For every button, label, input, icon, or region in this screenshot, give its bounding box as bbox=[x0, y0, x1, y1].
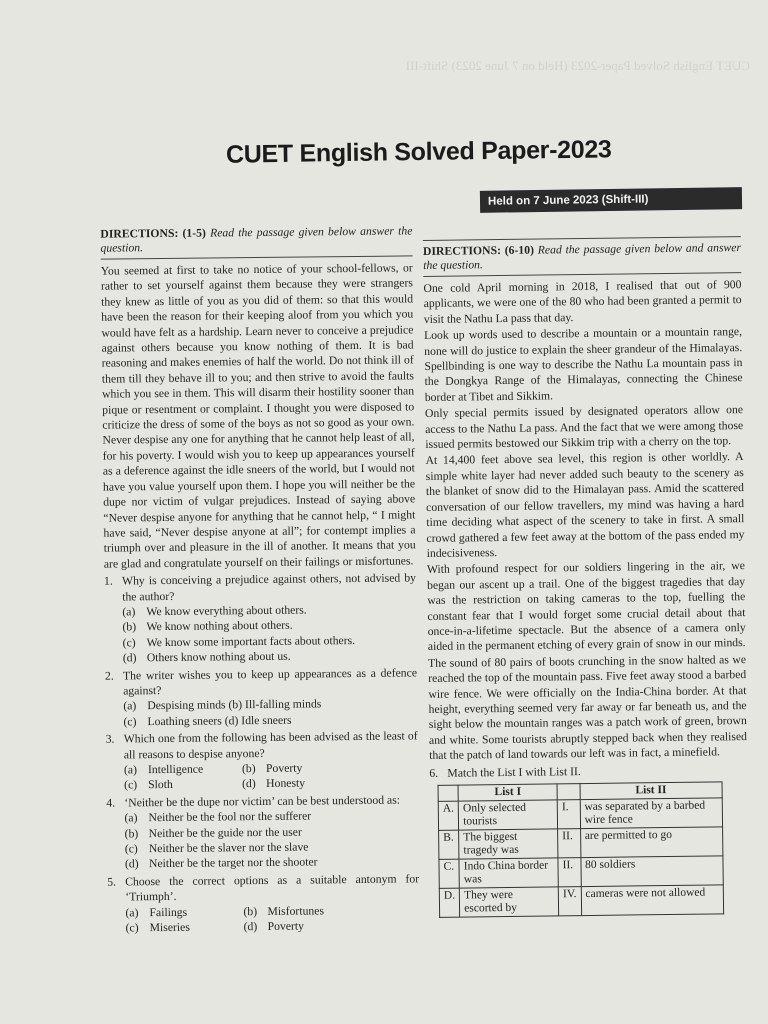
question-text: The writer wishes you to keep up appearances as a defence against? bbox=[122, 665, 418, 698]
option bbox=[105, 648, 417, 667]
question-number: 6. bbox=[429, 766, 439, 780]
match-row bbox=[439, 827, 723, 859]
option bbox=[243, 903, 361, 920]
match-cell: Only selected tourists bbox=[458, 800, 557, 830]
match-cell: The biggest tragedy was bbox=[459, 829, 558, 859]
question-number: 4. bbox=[106, 796, 116, 810]
option-letter: (a) bbox=[123, 763, 138, 777]
page-title: CUET English Solved Paper-2023 bbox=[225, 135, 612, 169]
header-cell: List II bbox=[580, 782, 723, 800]
match-cell: are permitted to go bbox=[580, 827, 723, 858]
option-text: We know some important facts about others. bbox=[146, 633, 356, 649]
match-row bbox=[439, 885, 723, 917]
directions-1-5 bbox=[100, 224, 412, 255]
option-letter: (d) bbox=[242, 777, 256, 791]
option-text: Failings bbox=[149, 905, 188, 919]
option-text: Loathing sneers (d) Idle sneers bbox=[147, 713, 292, 728]
paragraph: The sound of 80 pairs of boots crunching in the snow halted as we reached the top of the mountain pass. Five feet away stood a barbed wire fence. We were officially on the India-China border. At that height, everything seemed very far away or far beneath us, and the sight below the mountain ranges was a patch work of green, brown and white. Some tourists abruptly stepped back when they realised that the patch of land towards our left was in fact, a minefield. bbox=[427, 652, 748, 763]
option-text: Neither be the slaver nor the slave bbox=[148, 840, 309, 856]
directions-text: Read the passage given below answer the question. bbox=[100, 224, 413, 255]
question-6 bbox=[429, 762, 747, 781]
question-stem bbox=[106, 792, 418, 811]
passage-1: You seemed at first to take no notice of your school-fellows, or rather to set yourself against them because they were strangers they knew as little of you as you did of them: so that this would have been the reason for their keeping aloof from you which you would have felt as a hardship. Learn never to conceive a prejudice against others because you know nothing of them. It is bad reasoning and makes enemies of half the world. Do not think ill of them till they behave ill to you; and then strive to avoid the faults which you see in them. This will disarm their hostility sooner than pique or resentment or complaint. I thought you were disposed to criticize the dress of some of the boys as not so good as your own. Never despise any one for anything that he cannot help least of all, for his poverty. I would wish you to keep up appearances yourself as a deference against the idle sneers of the world, but I would not have you value yourself upon them. I hope you will neither be the dupe nor victim of vulgar prejudices. Instead of saying above “Never despise anyone for anything that he cannot help, “ I might have said, “Never despise anyone at all”; for contempt implies a triumph over and pleasure in the ill of another. It means that you are glad and congratulate yourself on their failings or misfortunes. bbox=[100, 261, 416, 571]
paragraph: Only special permits issued by designated operators allow one access to the Nathu La pass. And the fact that we were among those issued permits bestowed our Sikkim trip with a cherry on the top. bbox=[424, 403, 744, 452]
option-letter: (c) bbox=[122, 636, 136, 650]
option-text: Neither be the guide nor the user bbox=[148, 825, 302, 840]
match-table bbox=[438, 781, 725, 917]
directions-text: Read the passage given below and answer the question. bbox=[423, 241, 742, 272]
option bbox=[244, 918, 362, 935]
directions-6-10 bbox=[423, 241, 741, 273]
divider bbox=[423, 236, 741, 241]
question-text: Match the List I with List II. bbox=[447, 764, 581, 780]
option-letter: (c) bbox=[124, 842, 138, 856]
question-5 bbox=[107, 871, 420, 936]
option-text: Despising minds (b) Ill-falling minds bbox=[147, 697, 322, 713]
directions-label: DIRECTIONS: (6-10) bbox=[422, 243, 535, 258]
option-text: Sloth bbox=[148, 778, 173, 792]
option-letter: (a) bbox=[122, 605, 136, 619]
match-cell: II. bbox=[558, 829, 581, 858]
question-text: Why is conceiving a prejudice against others, not advised by the author? bbox=[121, 571, 417, 603]
match-cell: B. bbox=[439, 830, 460, 859]
option-letter: (c) bbox=[125, 921, 139, 935]
left-column bbox=[100, 224, 419, 936]
match-row bbox=[439, 856, 723, 888]
option-text: Neither be the target nor the shooter bbox=[148, 855, 318, 871]
question-text: Choose the correct options as a suitable antonym for ‘Triumph’. bbox=[125, 872, 420, 904]
option-letter: (b) bbox=[241, 762, 256, 776]
option bbox=[242, 775, 360, 792]
paragraph: Look up words used to describe a mountain or a mountain range, none will do justice to explain the sheer grandeur of the Himalayas. Spellbinding is one way to describe the Nathu La mountain pass in the Dongkya Range of the Himalayas, connecting the Chinese border at Tibet and Sikkim. bbox=[423, 325, 743, 404]
bleed-through-text: CUET English Solved Paper-2023 (Held on 7 June 2023) Shift-III bbox=[405, 58, 750, 73]
option-text: Intelligence bbox=[147, 762, 204, 777]
option-letter: (a) bbox=[124, 811, 138, 825]
option bbox=[125, 904, 243, 921]
match-cell: II. bbox=[558, 858, 581, 887]
option-letter: (b) bbox=[243, 904, 258, 918]
option bbox=[124, 761, 242, 778]
question-number: 1. bbox=[103, 574, 113, 588]
option-row bbox=[106, 775, 418, 794]
questions-1-5 bbox=[104, 570, 420, 936]
question-2 bbox=[105, 665, 418, 730]
option-text: Others know nothing about us. bbox=[146, 649, 291, 665]
held-on-banner: Held on 7 June 2023 (Shift-III) bbox=[480, 187, 742, 213]
option-letter: (b) bbox=[124, 826, 139, 841]
question-number: 5. bbox=[107, 875, 116, 889]
header-cell: List I bbox=[458, 784, 557, 801]
option-letter: (d) bbox=[243, 920, 258, 934]
option-letter: (d) bbox=[124, 857, 139, 871]
option-text: We know everything about others. bbox=[146, 603, 307, 619]
header-cell bbox=[438, 785, 458, 801]
question-1 bbox=[104, 570, 417, 666]
right-column bbox=[423, 236, 749, 918]
match-row bbox=[438, 798, 722, 830]
option-text: We know nothing about others. bbox=[146, 619, 293, 634]
option-letter: (a) bbox=[125, 905, 139, 920]
match-cell: I. bbox=[557, 800, 580, 829]
option-letter: (b) bbox=[122, 620, 137, 634]
match-cell: cameras were not allowed bbox=[581, 885, 724, 916]
divider bbox=[101, 255, 413, 259]
option-letter: (d) bbox=[122, 651, 137, 665]
option bbox=[124, 777, 242, 794]
match-cell: 80 soldiers bbox=[581, 856, 724, 887]
option bbox=[107, 854, 419, 873]
question-3 bbox=[106, 729, 419, 794]
paragraph: With profound respect for our soldiers lingering in the air, we began our ascent up a trail. One of the biggest tragedies that day was the restriction on taking cameras to the top, fuelling the constant fear that I would forget some crucial detail about that once-in-a-lifetime spectacle. But the absence of a camera only aided in the permanent etching of every grain of snow in our minds. bbox=[426, 559, 746, 654]
option-letter: (c) bbox=[123, 715, 137, 729]
match-cell: D. bbox=[439, 888, 460, 917]
question-stem bbox=[106, 729, 418, 763]
option-text: Honesty bbox=[266, 776, 306, 791]
match-cell: C. bbox=[439, 859, 460, 888]
match-cell: They were escorted by bbox=[459, 887, 558, 917]
option-text: Neither be the fool nor the sufferer bbox=[148, 809, 312, 825]
match-cell: IV. bbox=[558, 887, 581, 916]
match-cell: was separated by a barbed wire fence bbox=[580, 798, 723, 829]
header-cell bbox=[557, 784, 580, 800]
question-stem bbox=[107, 871, 419, 905]
option-text: Poverty bbox=[265, 761, 303, 775]
option-text: Poverty bbox=[267, 919, 305, 934]
option-letter: (c) bbox=[124, 778, 138, 792]
option-row bbox=[108, 917, 420, 936]
option-letter: (a) bbox=[123, 699, 137, 713]
directions-label: DIRECTIONS: (1-5) bbox=[100, 226, 206, 241]
question-text: Which one from the following has been advised as the least of all reasons to despise anyone? bbox=[123, 729, 418, 762]
match-cell: A. bbox=[438, 801, 459, 830]
option bbox=[105, 711, 417, 730]
question-number: 2. bbox=[104, 669, 114, 683]
option-text: Miseries bbox=[149, 920, 190, 935]
paragraph: At 14,400 feet above sea level, this region is other worldly. A simple white layer had never added such beauty to the scenery as the blanket of snow did to the Himalayan pass. Amid the scattered conversation of our fellow travellers, my mind was having a hard time deciding what aspect of the scenery to take in first. A small crowd gathered a few feet away at the bottom of the pass ended my indecisiveness. bbox=[425, 450, 745, 560]
option bbox=[126, 919, 244, 936]
divider bbox=[423, 272, 741, 277]
paragraph: One cold April morning in 2018, I realised that out of 900 applicants, we were one of the 80 who had been granted a permit to visit the Nathu La pass that day. bbox=[423, 278, 742, 326]
option bbox=[242, 760, 360, 777]
match-cell: Indo China border was bbox=[459, 858, 558, 888]
question-4 bbox=[106, 792, 419, 872]
question-text: ‘Neither be the dupe nor victim’ can be best understood as: bbox=[124, 793, 401, 810]
question-stem bbox=[105, 665, 417, 699]
option-text: Misfortunes bbox=[267, 904, 325, 918]
question-stem bbox=[104, 570, 416, 604]
question-number: 3. bbox=[105, 732, 115, 746]
passage-2 bbox=[423, 277, 747, 763]
